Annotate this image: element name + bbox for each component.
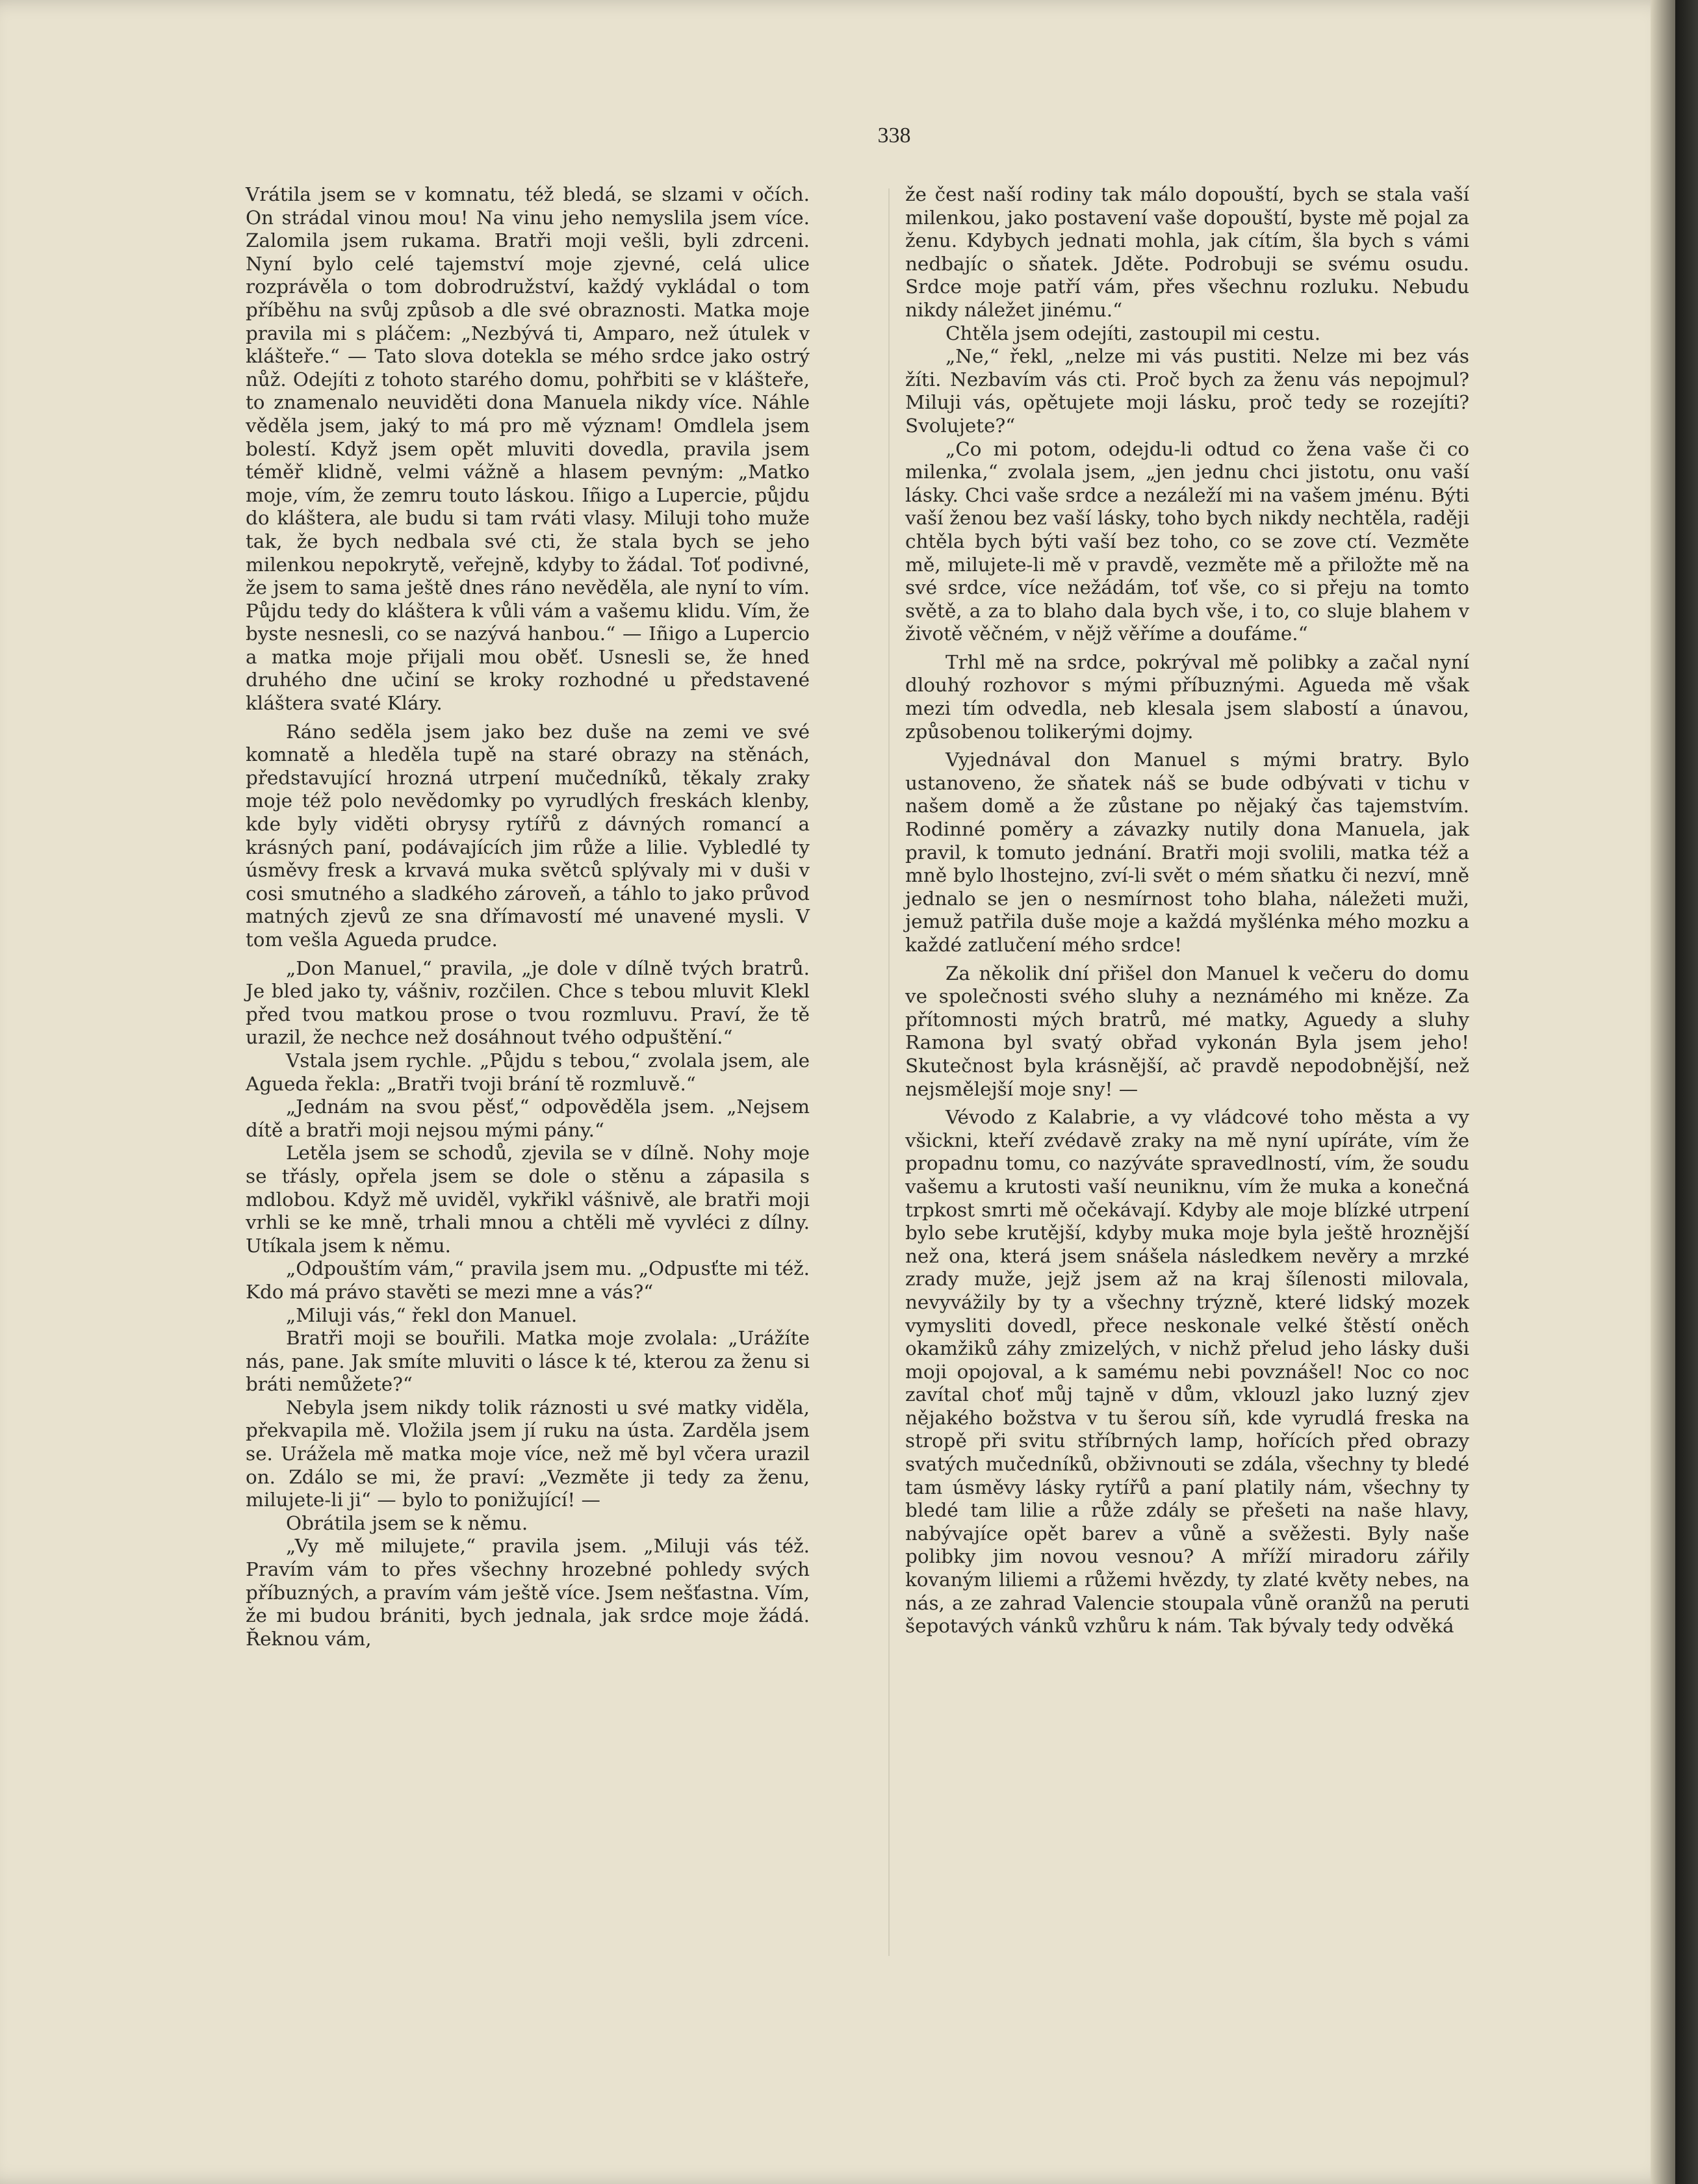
paragraph: „Ne,“ řekl, „nelze mi vás pustiti. Nelze mi bez vás žíti. Nezbavím vás cti. Proč bych za ženu vás nepojmul? Miluji vás, opětujete moji lásku, proč tedy se rozejíti? Svolujete?“	[905, 345, 1469, 437]
paragraph: Chtěla jsem odejíti, zastoupil mi cestu.	[945, 322, 1321, 344]
paragraph: Ráno seděla jsem jako bez duše na zemi ve své komnatě a hleděla tupě na staré obrazy na stěnách, představující hrozná utrpení mučedníků, těkaly zraky moje též polo nevědomky po vyrudlých freskách klenby, kde byly viděti obrysy rytířů z dávných romancí a krásných paní, podávajících jim růže a lilie. Vybledlé ty úsměvy fresk a krvavá muka světců splývaly mi v duši v cosi smutného a sladkého zároveň, a táhlo to jako průvod matných zjevů ze sna dřímavostí mé unavené mysli. V tom vešla Agueda prudce.	[246, 720, 810, 951]
paragraph: „Odpouštím vám,“ pravila jsem mu. „Odpusťte mi též. Kdo má právo stavěti se mezi mne a vás?“	[246, 1257, 810, 1303]
paragraph: Vstala jsem rychle. „Půjdu s tebou,“ zvolala jsem, ale Agueda řekla: „Bratři tvoji brání tě rozmluvě.“	[246, 1049, 810, 1095]
paragraph: „Co mi potom, odejdu-li odtud co žena vaše či co milenka,“ zvolala jsem, „jen jednu chci jistotu, onu vaší lásky. Chci vaše srdce a nezáleží mi na vašem jménu. Býti vaší ženou bez vaší lásky, toho bych nikdy nechtěla, raději chtěla bych býti vaší bez toho, co se zove ctí. Vezměte mě, milujete-li mě v pravdě, vezměte mě a přiložte mě na své srdce, více nežádám, toť vše, co si přeju na tomto světě, a za to blaho dala bych vše, i to, co sluje blahem v životě věčném, v nějž věříme a doufáme.“	[905, 437, 1469, 645]
paragraph: Bratři moji se bouřili. Matka moje zvolala: „Urážíte nás, pane. Jak smíte mluviti o lásce k té, kterou za ženu si bráti nemůžete?“	[246, 1327, 810, 1396]
page-number: 338	[877, 123, 911, 148]
paragraph: Za několik dní přišel don Manuel k večeru do domu ve společnosti svého sluhy a neznámého mi kněze. Za přítomnosti mých bratrů, mé matky, Aguedy a sluhy Ramona byl svatý obřad vykonán Byla jsem jeho! Skutečnost byla krásnější, ač pravdě nepodobnější, než nejsmělejší moje sny! —	[905, 962, 1469, 1100]
paragraph: „Jednám na svou pěsť,“ odpověděla jsem. „Nejsem dítě a bratři moji nejsou mými pány.“	[246, 1096, 810, 1141]
paragraph: Obrátila jsem se k němu.	[286, 1511, 528, 1534]
paragraph: „Miluji vás,“ řekl don Manuel.	[286, 1304, 578, 1326]
left-text-column	[246, 183, 810, 1651]
paragraph: Trhl mě na srdce, pokrýval mě polibky a začal nyní dlouhý rozhovor s mými příbuznými. Agueda mě však mezi tím odvedla, neb klesala jsem slabostí a únavou, způsobenou tolikerými dojmy.	[905, 650, 1469, 743]
paragraph: Vévodo z Kalabrie, a vy vládcové toho města a vy všickni, kteří zvédavě zraky na mě nyní upíráte, vím že propadnu tomu, co nazýváte spravedlností, vím, že soudu vašemu a krutosti vaší neuniknu, vím že muka a konečná trpkost smrti mě očekávají. Kdyby ale moje blízké utrpení bylo sebe krutější, kdyby muka moje byla ještě hroznější než ona, která jsem snášela následkem nevěry a mrzké zrady muže, jejž jsem až na kraj šílenosti milovala, nevyvážily by ty a všechny trýzně, které lidský mozek vymysliti dovedl, přece neskonale velké štěstí oněch okamžiků záhy zmizelých, v nichž přelud jeho lásky duši moji opojoval, a k samému nebi povznášel! Noc co noc zavítal choť můj tajně v dům, vklouzl jako luzný zjev nějakého božstva v tu šerou síň, kde vyrudlá freska na stropě při svitu stříbrných lamp, hořících před obrazy svatých mučedníků, obživnouti se zdála, všechny ty bledé tam úsměvy lásky rytířů a paní platily nám, všechny ty bledé tam lilie a růže zdály se přešeti na naše hlavy, nabývajíce opět barev a vůně a svěžesti. Byly naše polibky jim novou vesnou? A mříží miradoru zářily kovaným liliemi a růžemi hvězdy, ty zlaté květy nebes, na nás, a ze zahrad Valencie stoupala vůně oranžů na peruti šepotavých vánků vzhůru k nám. Tak bývaly tedy odvěká	[905, 1106, 1469, 1638]
page-gutter-shadow	[1651, 0, 1675, 2184]
right-text-column	[905, 183, 1469, 1638]
paragraph: „Don Manuel,“ pravila, „je dole v dílně tvých bratrů. Je bled jako ty, vášniv, rozčilen. Chce s tebou mluvit Klekl před tvou matkou prose o tvou rozmluvu. Praví, že tě urazil, že nechce než dosáhnout tvého odpuštění.“	[246, 957, 810, 1049]
paragraph: „Vy mě milujete,“ pravila jsem. „Miluji vás též. Pravím vám to přes všechny hrozebné pohledy svých příbuzných, a pravím vám ještě více. Jsem nešťastna. Vím, že mi budou brániti, bych jednala, jak srdce moje žádá. Řeknou vám,	[246, 1535, 810, 1650]
paragraph: Letěla jsem se schodů, zjevila se v dílně. Nohy moje se třásly, opřela jsem se dole o stěnu a zápasila s mdlobou. Když mě uviděl, vykřikl vášnivě, ale bratři moji vrhli se ke mně, trhali mnou a chtěli mě vyvléci z dílny. Utíkala jsem k němu.	[246, 1142, 810, 1257]
paragraph: Vrátila jsem se v komnatu, též bledá, se slzami v očích. On strádal vinou mou! Na vinu jeho nemyslila jsem více. Zalomila jsem rukama. Bratři moji vešli, byli zdrceni. Nyní bylo celé tajemství moje zjevné, celá ulice rozprávěla o tom dobrodružství, každý vykládal o tom příběhu na svůj způsob a dle své obraznosti. Matka moje pravila mi s pláčem: „Nezbývá ti, Amparo, než útulek v klášteře.“ — Tato slova dotekla se mého srdce jako ostrý nůž. Odejíti z tohoto starého domu, pohřbiti se v klášteře, to znamenalo neuviděti dona Manuela nikdy více. Náhle věděla jsem, jaký to má pro mě význam! Omdlela jsem bolestí. Když jsem opět mluviti dovedla, pravila jsem téměř klidně, velmi vážně a hlasem pevným: „Matko moje, vím, že zemru touto láskou. Iñigo a Lupercie, půjdu do kláštera, ale budu si tam rváti vlasy. Miluji toho muže tak, že bych nedbala své cti, že stala bych se jeho milenkou nepokrytě, veřejně, kdyby to žádal. Toť podivné, že jsem to sama ještě dnes ráno nevěděla, ale nyní to vím. Půjdu tedy do kláštera k vůli vám a vašemu klidu. Vím, že byste nesnesli, co se nazývá hanbou.“ — Iñigo a Lupercio a matka moje přijali mou oběť. Usnesli se, že hned druhého dne učiní se kroky rozhodné u představené kláštera svaté Kláry.	[246, 183, 810, 715]
scan-edge	[1675, 0, 1698, 2184]
paragraph: Nebyla jsem nikdy tolik ráznosti u své matky viděla, překvapila mě. Vložila jsem jí ruku na ústa. Zarděla jsem se. Urážela mě matka moje více, než mě byl včera urazil on. Zdálo se mi, že praví: „Vezměte ji tedy za ženu, milujete-li ji“ — bylo to ponižující! —	[246, 1396, 810, 1511]
column-divider	[888, 188, 890, 1956]
paragraph: Vyjednával don Manuel s mými bratry. Bylo ustanoveno, že sňatek náš se bude odbývati v tichu v našem domě a že zůstane po nějaký čas tajemstvím. Rodinné poměry a závazky nutily dona Manuela, jak pravil, k tomuto jednání. Bratři moji svolili, matka též a mně bylo lhostejno, zví-li svět o mém sňatku či nezví, mně jednalo se jen o nesmírnost toho blaha, náležeti muži, jemuž patřila duše moje a každá myšlénka mého mozku a každé zatlučení mého srdce!	[905, 749, 1469, 956]
paragraph: že čest naší rodiny tak málo dopouští, bych se stala vaší milenkou, jako postavení vaše dopouští, byste mě pojal za ženu. Kdybych jednati mohla, jak cítím, šla bych s vámi nedbajíc o sňatek. Jděte. Podrobuji se svému osudu. Srdce moje patří vám, přes všechnu rozluku. Nebudu nikdy náležet jinému.“	[905, 183, 1469, 321]
